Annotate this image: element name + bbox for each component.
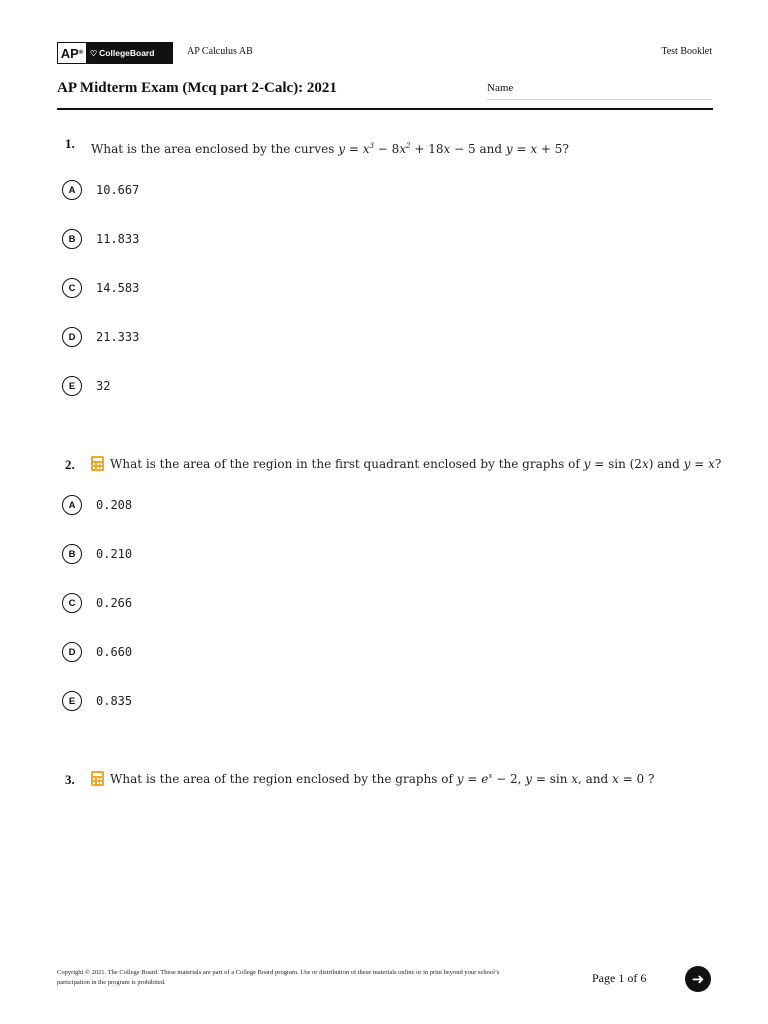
q2-option-c[interactable]	[62, 593, 132, 613]
question-3-number: 3.	[65, 772, 75, 787]
q1-option-e[interactable]	[62, 376, 110, 396]
option-value: 14.583	[96, 281, 140, 295]
equation-sin-x: y = sin x	[525, 771, 579, 786]
page-indicator: Page 1 of 6	[592, 971, 647, 985]
question-3-text: What is the area of the region enclosed by the graphs of $y = e^x - 2$ , y = sin x , and x = 0 ?	[91, 771, 654, 786]
booklet-label: Test Booklet	[661, 46, 712, 57]
q2-option-e[interactable]	[62, 691, 132, 711]
question-2-number: 2.	[65, 457, 75, 472]
answer-bubble[interactable]: D	[62, 327, 82, 347]
question-2-text: What is the area of the region in the first quadrant enclosed by the graphs of y = sin (2x) and y = x ?	[91, 456, 721, 471]
q1-option-c[interactable]	[62, 278, 139, 298]
option-value: 0.210	[96, 547, 133, 561]
collegeboard-wordmark: ♡ CollegeBoard	[86, 43, 172, 63]
q1-option-b[interactable]	[62, 229, 139, 249]
acorn-icon: ♡	[90, 48, 98, 58]
answer-bubble[interactable]: C	[62, 278, 82, 298]
option-value: 0.208	[96, 498, 133, 512]
answer-bubble[interactable]: D	[62, 642, 82, 662]
equation-sine: y = sin (2x)	[583, 456, 654, 471]
q2-option-a[interactable]	[62, 495, 132, 515]
arrow-right-icon: ➜	[691, 970, 705, 988]
copyright-notice: Copyright © 2021. The College Board. These materials are part of a College Board program. Use or distribution of these materials online or in print beyond your school’s participation in the program is prohibited.	[57, 969, 500, 986]
q1-option-a[interactable]	[62, 180, 139, 200]
answer-bubble[interactable]: B	[62, 544, 82, 564]
option-value: 10.667	[96, 183, 140, 197]
subject-label: AP Calculus AB	[187, 46, 253, 57]
option-value: 21.333	[96, 330, 140, 344]
name-label: Name	[487, 82, 514, 94]
title-divider	[57, 108, 713, 110]
option-value: 11.833	[96, 232, 140, 246]
equation-exponential: $y = e^x - 2$	[456, 771, 518, 786]
calculator-icon	[91, 456, 104, 471]
equation-cubic: $y = x^3 - 8x^2 + 18x - 5$	[338, 142, 476, 156]
answer-bubble[interactable]: E	[62, 376, 82, 396]
answer-bubble[interactable]: A	[62, 180, 82, 200]
answer-bubble[interactable]: E	[62, 691, 82, 711]
calculator-icon	[91, 771, 104, 786]
next-page-button[interactable]	[685, 966, 711, 992]
option-value: 32	[96, 379, 111, 393]
answer-bubble[interactable]: C	[62, 593, 82, 613]
question-1-text: What is the area enclosed by the curves $y = x^3 - 8x^2 + 18x - 5$ and y = x + 5 ?	[91, 142, 569, 156]
option-value: 0.835	[96, 694, 133, 708]
option-value: 0.266	[96, 596, 133, 610]
q2-option-d[interactable]	[62, 642, 132, 662]
question-1-number: 1.	[65, 136, 75, 151]
answer-bubble[interactable]: B	[62, 229, 82, 249]
q2-option-b[interactable]	[62, 544, 132, 564]
equation-identity: y = x	[683, 456, 715, 471]
ap-logo-mark: AP ®	[58, 43, 86, 63]
answer-bubble[interactable]: A	[62, 495, 82, 515]
ap-collegeboard-logo	[57, 42, 173, 64]
page-title: AP Midterm Exam (Mcq part 2-Calc): 2021	[57, 80, 337, 96]
option-value: 0.660	[96, 645, 133, 659]
name-field-line[interactable]	[487, 99, 712, 100]
q1-option-d[interactable]	[62, 327, 139, 347]
equation-line: y = x + 5	[505, 142, 563, 156]
equation-x-zero: x = 0	[612, 771, 645, 786]
